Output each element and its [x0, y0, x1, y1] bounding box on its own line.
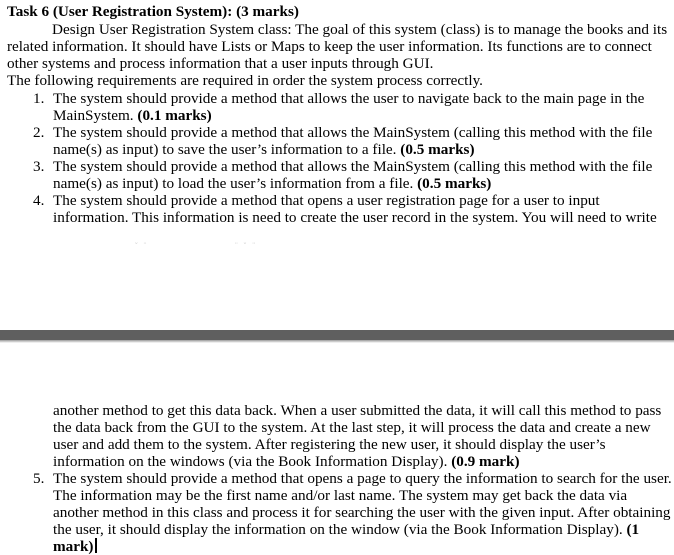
requirement-line: information. This information is need to create the user record in the system. You will need to write	[53, 209, 657, 226]
page-break-bar	[0, 330, 674, 340]
requirement-line	[53, 538, 97, 555]
requirement-line: another method to get this data back. When a user submitted the data, it will call this method to pass	[53, 402, 662, 419]
requirement-marks: (1	[626, 521, 640, 538]
requirement-marks: (0.5 marks)	[400, 141, 475, 158]
intro-line-2: related information. It should have Lists or Maps to keep the user information. Its functions are to connect	[7, 38, 652, 55]
requirement-number: 5.	[33, 470, 45, 487]
requirement-line: The system should provide a method that opens a page to query the information to search for the user.	[53, 470, 672, 487]
requirement-line: another method in this class and process it for searching the user with the given input. After obtaining	[53, 504, 671, 521]
requirement-line: the data back from the GUI to the system. At the last step, it will process the data and create a new	[53, 419, 651, 436]
requirement-line: The system should provide a method that allows the user to navigate back to the main page in the	[53, 90, 645, 107]
requirement-line: MainSystem. (0.1 marks)	[53, 107, 212, 124]
requirement-line: The system should provide a method that allows the MainSystem (calling this method with the file	[53, 158, 653, 175]
intro-line-1: Design User Registration System class: The goal of this system (class) is to manage the books and its	[52, 21, 668, 38]
requirement-line: information on the windows (via the Book Information Display). (0.9 mark)	[53, 453, 520, 470]
text-cursor	[95, 538, 97, 553]
scan-artifact	[135, 237, 148, 245]
requirement-marks: mark)	[53, 538, 94, 555]
task-title: Task 6 (User Registration System): (3 marks)	[7, 3, 299, 20]
requirement-number: 4.	[33, 192, 45, 209]
requirement-line: The information may be the first name and/or last name. The system may get back the data via	[53, 487, 628, 504]
requirement-line: name(s) as input) to save the user’s information to a file. (0.5 marks)	[53, 141, 475, 158]
requirement-line: The system should provide a method that opens a user registration page for a user to input	[53, 192, 600, 209]
requirement-line: The system should provide a method that allows the MainSystem (calling this method with the file	[53, 124, 653, 141]
requirement-number: 3.	[33, 158, 45, 175]
requirements-lead: The following requirements are required in order the system process correctly.	[7, 72, 483, 89]
requirement-number: 1.	[33, 90, 45, 107]
requirement-line: user and add them to the system. After registering the new user, it should display the user’s	[53, 436, 606, 453]
intro-line-3: other systems and process information that a user inputs through GUI.	[7, 55, 434, 72]
requirement-number: 2.	[33, 124, 45, 141]
requirement-line: name(s) as input) to load the user’s information from a file. (0.5 marks)	[53, 175, 492, 192]
requirement-line: the user, it should display the information on the window (via the Book Information Display). (1	[53, 521, 640, 538]
page-break-shadow	[0, 340, 674, 343]
scan-artifact	[235, 237, 257, 245]
requirement-marks: (0.5 marks)	[417, 175, 492, 192]
requirement-marks: (0.9 mark)	[451, 453, 520, 470]
requirement-marks: (0.1 marks)	[137, 107, 212, 124]
